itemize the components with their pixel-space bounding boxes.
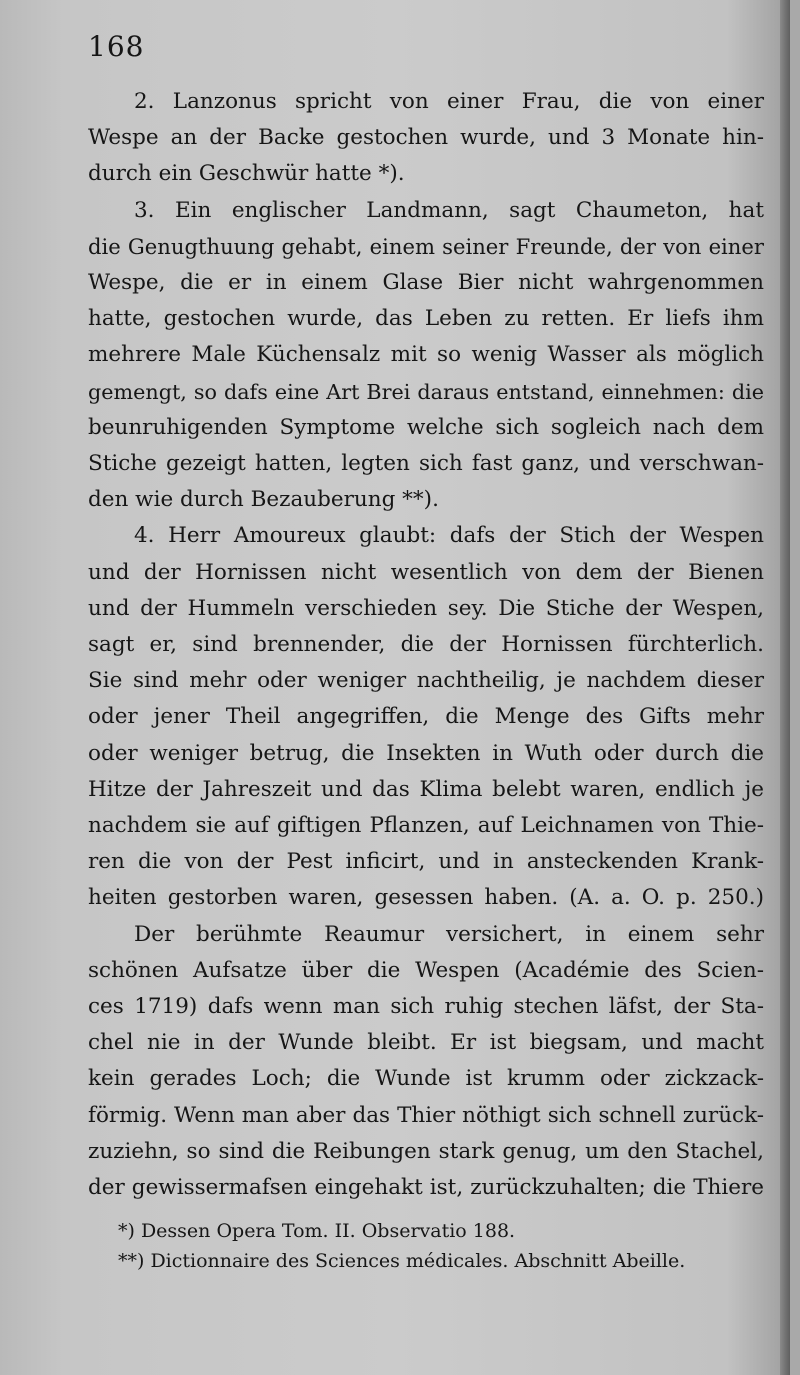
text-line: heiten gestorben waren, gesessen haben. (A. a. O. p. 250.) <box>88 885 764 911</box>
text-line: mehrere Male Küchensalz mit so wenig Wasser als möglich <box>88 342 764 368</box>
footnote: **) Dictionnaire des Sciences médicales. Abschnitt Abeille. <box>118 1250 686 1272</box>
footnotes <box>118 1216 758 1276</box>
page-number: 168 <box>88 30 145 63</box>
text-line: schönen Aufsatze über die Wespen (Académie des Scien- <box>88 957 764 983</box>
text-line: gemengt, so dafs eine Art Brei daraus entstand, einnehmen: die <box>88 379 764 404</box>
text-line: die Genugthuung gehabt, einem seiner Freunde, der von einer <box>88 233 764 259</box>
text-line: beunruhigenden Symptome welche sich sogleich nach dem <box>88 414 764 440</box>
text-line: Der berühmte Reaumur versichert, in einem sehr <box>134 921 764 947</box>
text-line: durch ein Geschwür hatte *). <box>88 161 405 187</box>
text-line: förmig. Wenn man aber das Thier nöthigt sich schnell zurück- <box>88 1102 764 1128</box>
text-line: Sie sind mehr oder weniger nachtheilig, je nachdem dieser <box>88 668 764 694</box>
text-line: zuziehn, so sind die Reibungen stark genug, um den Stachel, <box>88 1138 764 1164</box>
text-line: und der Hummeln verschieden sey. Die Stiche der Wespen, <box>88 595 764 621</box>
text-line: nachdem sie auf giftigen Pflanzen, auf Leichnamen von Thie- <box>88 813 764 839</box>
text-line: 3. Ein englischer Landmann, sagt Chaumeton, hat <box>134 197 764 223</box>
text-line: kein gerades Loch; die Wunde ist krumm oder zickzack- <box>88 1066 764 1092</box>
text-line: ces 1719) dafs wenn man sich ruhig stechen läfst, der Sta- <box>88 994 764 1020</box>
footnote: *) Dessen Opera Tom. II. Observatio 188. <box>118 1220 516 1242</box>
text-line: Wespe an der Backe gestochen wurde, und 3 Monate hin- <box>88 125 764 151</box>
text-line: den wie durch Bezauberung **). <box>88 487 439 513</box>
text-line: 2. Lanzonus spricht von einer Frau, die von einer <box>134 89 764 114</box>
text-line: Hitze der Jahreszeit und das Klima belebt waren, endlich je <box>88 776 764 802</box>
text-line: Wespe, die er in einem Glase Bier nicht wahrgenommen <box>88 270 764 296</box>
text-line: sagt er, sind brennender, die der Hornissen fürchterlich. <box>88 632 764 658</box>
text-line: chel nie in der Wunde bleibt. Er ist biegsam, und macht <box>88 1030 764 1056</box>
text-line: und der Hornissen nicht wesentlich von dem der Bienen <box>88 559 764 585</box>
body-text <box>88 84 764 1206</box>
text-line: oder weniger betrug, die Insekten in Wuth oder durch die <box>88 740 764 766</box>
text-line: hatte, gestochen wurde, das Leben zu retten. Er liefs ihm <box>88 306 764 332</box>
text-line: oder jener Theil angegriffen, die Menge des Gifts mehr <box>88 704 764 730</box>
text-line: 4. Herr Amoureux glaubt: dafs der Stich der Wespen <box>134 523 764 549</box>
text-line: ren die von der Pest inficirt, und in ansteckenden Krank- <box>88 849 764 875</box>
text-line: Stiche gezeigt hatten, legten sich fast ganz, und verschwan- <box>88 451 764 477</box>
page-edge-shadow <box>780 0 790 1375</box>
text-line: der gewissermafsen eingehakt ist, zurückzuhalten; die Thiere <box>88 1175 764 1201</box>
